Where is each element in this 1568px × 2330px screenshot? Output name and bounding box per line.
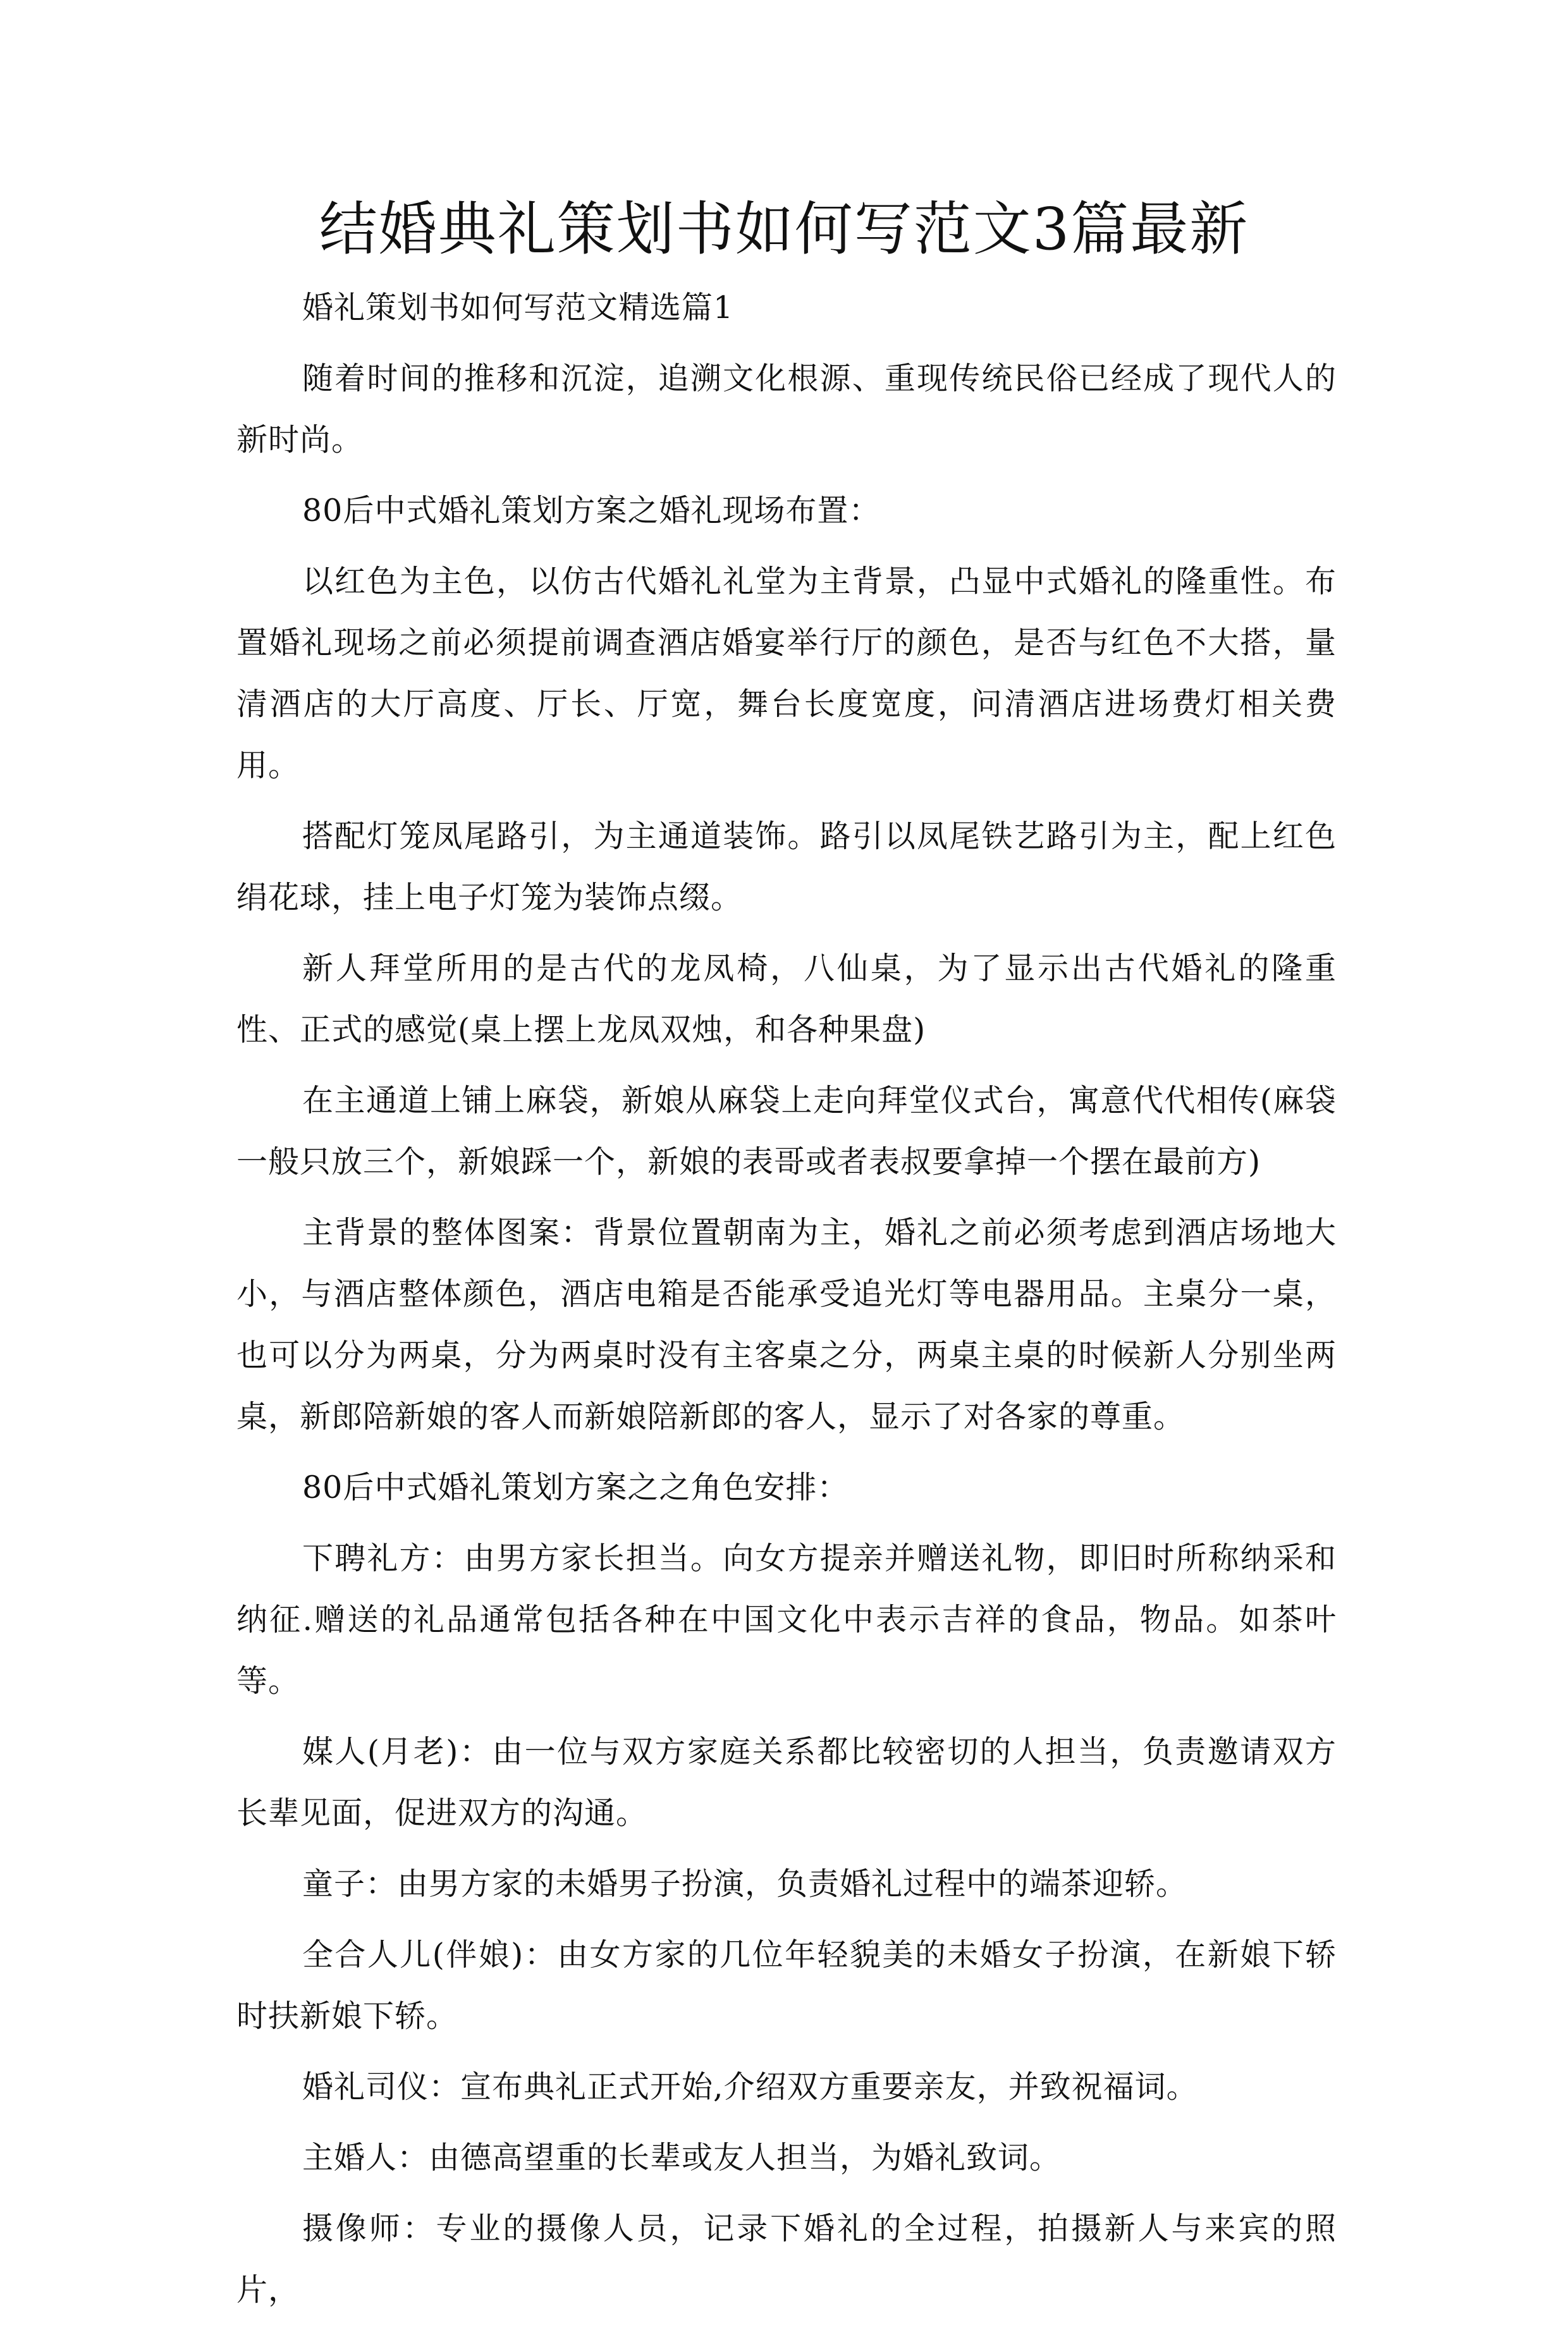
document-title: 结婚典礼策划书如何写范文3篇最新 xyxy=(319,195,1249,263)
paragraph: 在主通道上铺上麻袋，新娘从麻袋上走向拜堂仪式台，寓意代代相传(麻袋一般只放三个，新娘踩一个，新娘的表哥或者表叔要拿掉一个摆在最前方) xyxy=(236,1082,1337,1180)
paragraph: 主背景的整体图案：背景位置朝南为主，婚礼之前必须考虑到酒店场地大小，与酒店整体颜色，酒店电箱是否能承受追光灯等电器用品。主桌分一桌，也可以分为两桌，分为两桌时没有主客桌之分，两桌主桌的时候新人分别坐两桌，新郎陪新娘的客人而新娘陪新郎的客人，显示了对各家的尊重。 xyxy=(236,1215,1337,1435)
paragraph: 童子：由男方家的未婚男子扮演，负责婚礼过程中的端茶迎轿。 xyxy=(302,1866,1188,1902)
paragraph: 以红色为主色，以仿古代婚礼礼堂为主背景，凸显中式婚礼的隆重性。布置婚礼现场之前必须提前调查酒店婚宴举行厅的颜色，是否与红色不大搭，量清酒店的大厅高度、厅长、厅宽，舞台长度宽度，问清酒店进场费灯相关费用。 xyxy=(236,563,1337,783)
paragraph: 媒人(月老)：由一位与双方家庭关系都比较密切的人担当，负责邀请双方长辈见面，促进双方的沟通。 xyxy=(236,1734,1337,1831)
paragraph: 摄像师：专业的摄像人员，记录下婚礼的全过程，拍摄新人与来宾的照片， xyxy=(236,2210,1337,2308)
paragraph: 新人拜堂所用的是古代的龙凤椅，八仙桌，为了显示出古代婚礼的隆重性、正式的感觉(桌上摆上龙凤双烛，和各种果盘) xyxy=(236,950,1337,1048)
section-subheading: 80后中式婚礼策划方案之之角色安排： xyxy=(302,1469,849,1505)
section-subheading: 80后中式婚礼策划方案之婚礼现场布置： xyxy=(302,493,881,529)
paragraph: 搭配灯笼凤尾路引，为主通道装饰。路引以凤尾铁艺路引为主，配上红色绢花球，挂上电子灯笼为装饰点缀。 xyxy=(236,818,1337,916)
paragraph: 婚礼司仪：宣布典礼正式开始,介绍双方重要亲友，并致祝福词。 xyxy=(302,2069,1198,2105)
paragraph: 下聘礼方：由男方家长担当。向女方提亲并赠送礼物，即旧时所称纳采和纳征.赠送的礼品通常包括各种在中国文化中表示吉祥的食品，物品。如茶叶等。 xyxy=(236,1540,1337,1699)
document-body xyxy=(236,277,1337,2330)
paragraph: 全合人儿(伴娘)：由女方家的几位年轻貌美的未婚女子扮演，在新娘下轿时扶新娘下轿。 xyxy=(236,1937,1337,2034)
paragraph: 随着时间的推移和沉淀，追溯文化根源、重现传统民俗已经成了现代人的新时尚。 xyxy=(236,360,1337,458)
section-heading: 婚礼策划书如何写范文精选篇1 xyxy=(302,290,734,326)
paragraph: 主婚人：由德高望重的长辈或友人担当，为婚礼致词。 xyxy=(302,2140,1062,2176)
